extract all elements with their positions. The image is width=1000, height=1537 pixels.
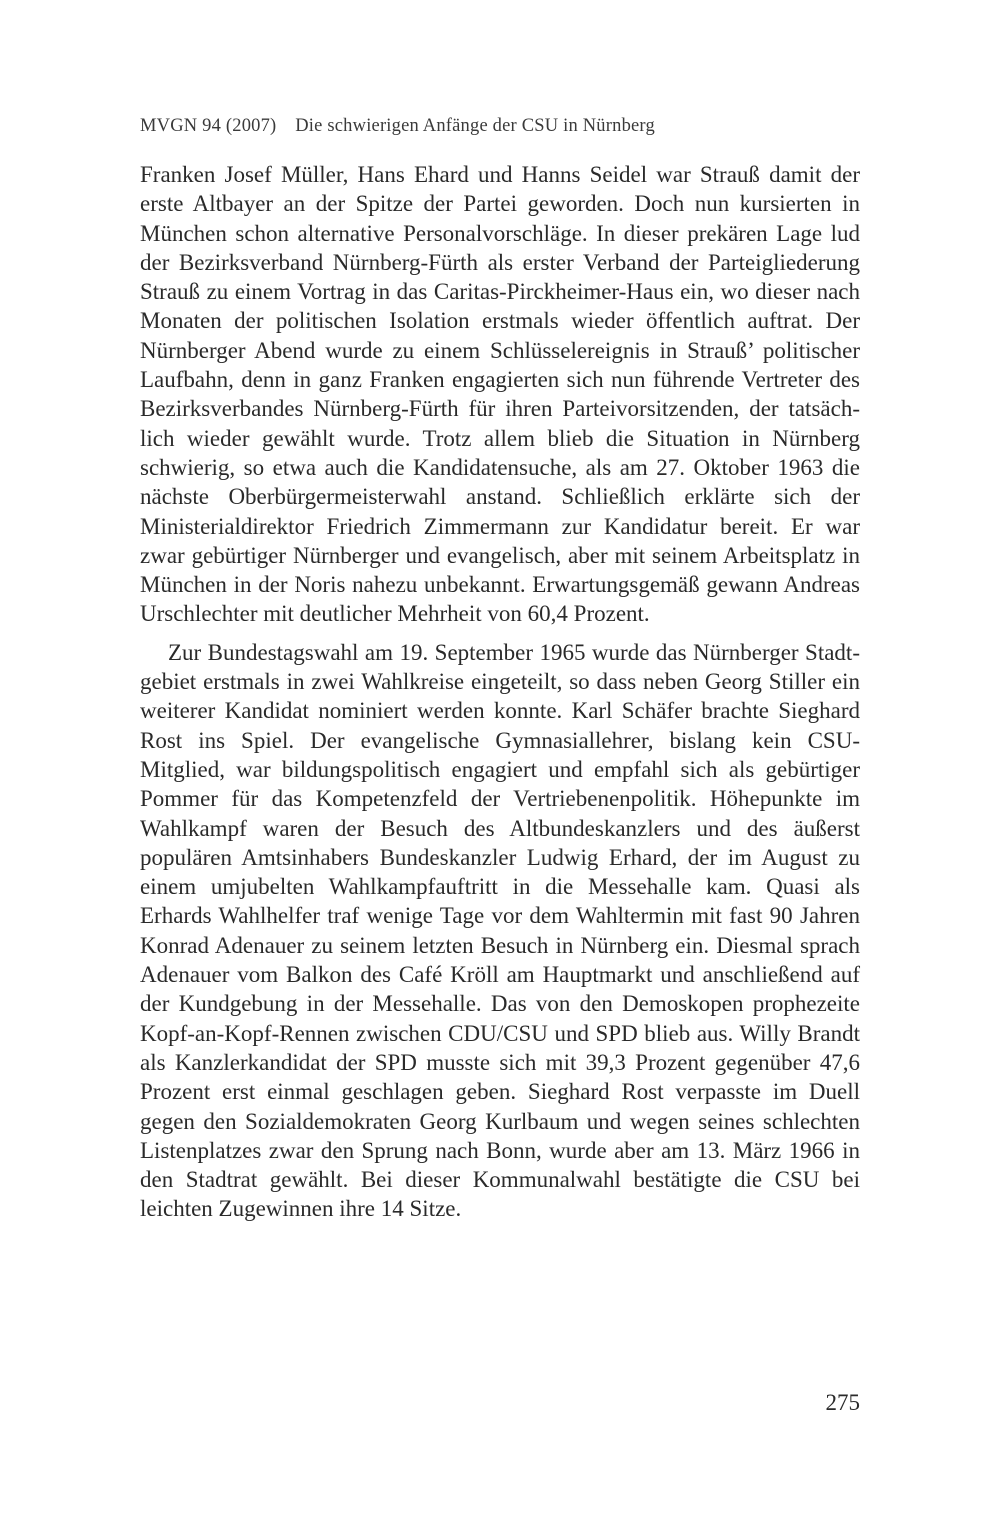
journal-reference: MVGN 94 (2007): [140, 116, 277, 136]
body-text: [140, 160, 860, 1224]
paragraph-continuation: Franken Josef Müller, Hans Ehard und Hanns Seidel war Strauß damit der erste Altbayer an der Spitze der Partei geworden. Doch nun kursierten in München schon alternative Personalvorschläge. In dieser prekären Lage lud der Bezirksverband Nürnberg-Fürth als erster Verband der Parteigliederung Strauß zu einem Vortrag in das Caritas-Pirckheimer-Haus ein, wo dieser nach Monaten der politischen Isolation erstmals wieder öffentlich auftrat. Der Nürnberger Abend wurde zu einem Schlüsselereignis in Strauß’ politischer Laufbahn, denn in ganz Franken engagierten sich nun führende Vertreter des Bezirksverbandes Nürnberg-Fürth für ihren Parteivorsitzenden, der tatsächlich wieder gewählt wurde. Trotz allem blieb die Situation in Nürnberg schwierig, so etwa auch die Kandidatensuche, als am 27. Oktober 1963 die nächste Oberbürgermeisterwahl anstand. Schließlich erklärte sich der Ministerialdirektor Friedrich Zimmermann zur Kandidatur bereit. Er war zwar gebürtiger Nürnberger und evangelisch, aber mit seinem Arbeitsplatz in München in der Noris nahezu unbekannt. Erwartungsgemäß gewann Andreas Urschlechter mit deutlicher Mehrheit von 60,4 Prozent.: [140, 162, 860, 627]
running-header: [140, 116, 860, 137]
page-number: 275: [825, 1390, 860, 1415]
article-title: Die schwierigen Anfänge der CSU in Nürnberg: [295, 116, 655, 136]
paragraph-bundestagswahl: Zur Bundestagswahl am 19. September 1965 wurde das Nürnberger Stadtgebiet erstmals in zwei Wahlkreise eingeteilt, so dass neben Georg Stiller ein weiterer Kandidat nominiert werden konnte. Karl Schäfer brachte Sieghard Rost ins Spiel. Der evangelische Gymnasiallehrer, bislang kein CSU-Mitglied, war bildungspolitisch engagiert und empfahl sich als gebürtiger Pommer für das Kompetenzfeld der Vertriebenenpolitik. Höhepunkte im Wahlkampf waren der Besuch des Altbundeskanzlers und des äußerst populären Amtsinhabers Bundeskanzler Ludwig Erhard, der im August zu einem umjubelten Wahlkampfauftritt in die Messehalle kam. Quasi als Erhards Wahlhelfer traf wenige Tage vor dem Wahltermin mit fast 90 Jahren Konrad Adenauer zu seinem letzten Besuch in Nürnberg ein. Diesmal sprach Adenauer vom Balkon des Café Kröll am Hauptmarkt und anschließend auf der Kundgebung in der Messehalle. Das von den Demoskopen prophezeite Kopf-an-Kopf-Rennen zwischen CDU/CSU und SPD blieb aus. Willy Brandt als Kanzlerkandidat der SPD musste sich mit 39,3 Prozent gegenüber 47,6 Prozent erst einmal geschlagen geben. Sieghard Rost verpasste im Duell gegen den Sozialdemokraten Georg Kurlbaum und wegen seines schlechten Listenplatzes zwar den Sprung nach Bonn, wurde aber am 13. März 1966 in den Stadtrat gewählt. Bei dieser Kommunalwahl bestätigte die CSU bei leichten Zugewinnen ihre 14 Sitze.: [140, 639, 860, 1222]
